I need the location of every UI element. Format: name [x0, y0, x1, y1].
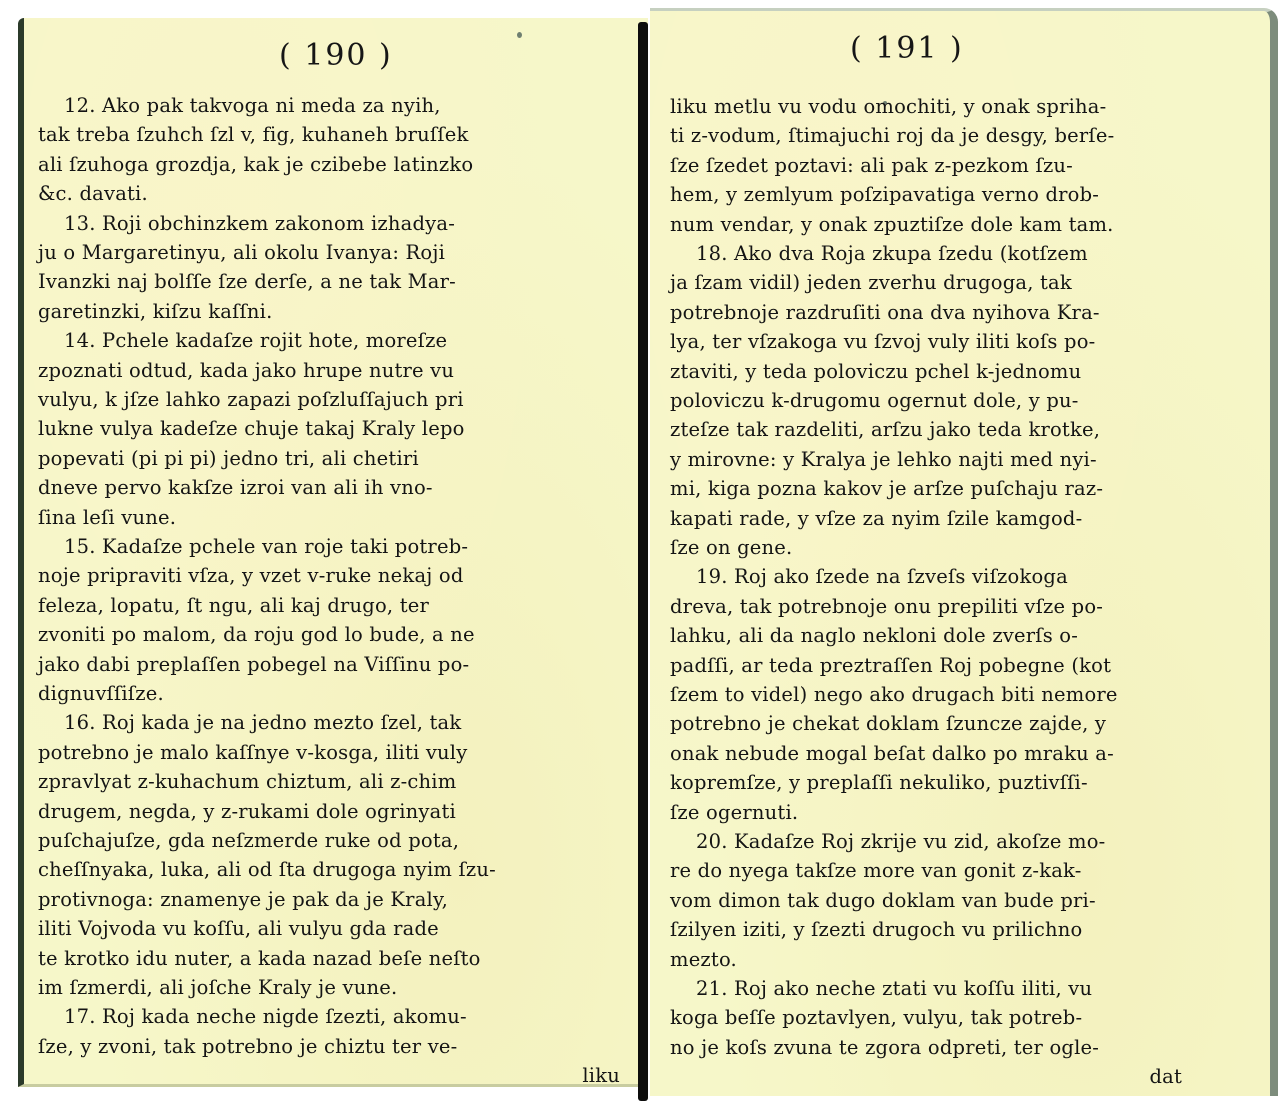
- text-line: koga beſſe poztavlyen, vulyu, tak potreb-: [670, 1006, 1083, 1030]
- text-line: jako dabi preplaſſen pobegel na Viſſinu po-: [38, 652, 470, 676]
- text-line: 13. Roji obchinzkem zakonom izhadya-: [64, 211, 455, 235]
- text-line: potrebnoje razdruſiti ona dva nyihova Kra-: [670, 300, 1100, 324]
- text-line: kopremſze, y preplaſſi nekuliko, puztivſſi-: [670, 771, 1088, 795]
- text-line: ſzilyen iziti, y ſzezti drugoch vu prilichno: [670, 918, 1083, 942]
- text-line: zteſze tak razdeliti, arſzu jako teda krotke,: [670, 418, 1101, 442]
- text-line: lahku, ali da naglo nekloni dole zverſs o-: [670, 624, 1079, 648]
- text-line: no je koſs zvuna te zgora odpreti, ter ogle-: [670, 1035, 1100, 1059]
- text-line: 18. Ako dva Roja zkupa ſzedu (kotſzem: [696, 242, 1088, 265]
- text-line: 21. Roj ako neche ztati vu koſſu iliti, vu: [696, 977, 1093, 1000]
- right-page: [650, 8, 1278, 1096]
- text-line: te krotko idu nuter, a kada nazad beſe neſto: [38, 946, 481, 970]
- text-line: drugem, negda, y z-rukami dole ogrinyati: [38, 799, 456, 823]
- text-line: zpoznati odtud, kada jako hrupe nutre vu: [38, 358, 455, 382]
- text-line: padſſi, ar teda preztraſſen Roj pobegne (kot: [670, 653, 1112, 677]
- text-line: onak nebude mogal beſat dalko po mraku a-: [670, 741, 1114, 765]
- text-line: liku metlu vu vodu omochiti, y onak spriha-: [670, 95, 1107, 118]
- page-number-left: ( 190 ): [279, 38, 393, 73]
- text-line: puſchajuſze, gda neſzmerde ruke od pota,: [38, 829, 460, 852]
- text-line: lya, ter vſzakoga vu ſzvoj vuly iliti koſs po-: [670, 330, 1096, 354]
- page-number-right: ( 191 ): [850, 31, 964, 66]
- text-line: ztaviti, y teda poloviczu pchel k-jednomu: [670, 359, 1082, 383]
- text-line: im ſzmerdi, ali joſche Kraly je vune.: [38, 976, 398, 999]
- text-line: potrebno je malo kaſſnye v-kosga, iliti vuly: [38, 740, 468, 764]
- ink-speck: [517, 32, 522, 38]
- left-page: [18, 18, 648, 1087]
- text-line: 12. Ako pak takvoga ni meda za nyih,: [64, 94, 441, 117]
- text-line: ju o Margaretinyu, ali okolu Ivanya: Roji: [38, 241, 446, 264]
- text-line: dneve pervo kakſze izroi van ali ih vno-: [38, 476, 433, 500]
- text-line: dreva, tak potrebnoje onu prepiliti vſze po-: [670, 594, 1104, 618]
- text-line: num vendar, y onak zpuztiſze dole kam tam.: [670, 212, 1114, 236]
- text-line: y mirovne: y Kralya je lehko najti med nyi-: [670, 447, 1097, 471]
- text-line: ſina leſi vune.: [38, 505, 177, 529]
- text-line: protivnoga: znamenye je pak da je Kraly,: [38, 887, 448, 911]
- text-line: zpravlyat z-kuhachum chiztum, ali z-chim: [38, 770, 457, 794]
- text-line: vom dimon tak dugo doklam van bude pri-: [670, 888, 1096, 912]
- text-line: noje pripraviti vſza, y vzet v-ruke nekaj od: [38, 564, 464, 588]
- text-line: lukne vulya kadeſze chuje takaj Kraly lepo: [38, 417, 465, 441]
- text-line: hem, y zemlyum poſzipavatiga verno drob-: [670, 183, 1100, 207]
- text-line: 19. Roj ako ſzede na ſzveſs viſzokoga: [696, 565, 1068, 589]
- text-line: 16. Roj kada je na jedno mezto ſzel, tak: [64, 711, 462, 735]
- text-line: ſze on gene.: [670, 536, 793, 559]
- text-line: ſze ſzedet poztavi: ali pak z-pezkom ſzu-: [670, 153, 1073, 177]
- book-gutter: [638, 22, 648, 1101]
- catchword-left: liku: [582, 1064, 620, 1087]
- text-line: mezto.: [670, 947, 737, 971]
- text-line: poloviczu k-drugomu ogernut dole, y pu-: [670, 389, 1079, 412]
- text-line: 15. Kadaſze pchele van roje taki potreb-: [64, 535, 469, 558]
- text-line: ſze ogernuti.: [670, 800, 799, 824]
- catchword-right: dat: [1149, 1065, 1182, 1089]
- text-line: tak treba ſzuhch ſzl v, fig, kuhaneh bruſſek: [38, 123, 469, 147]
- text-line: ja ſzam vidil) jeden zverhu drugoga, tak: [670, 271, 1072, 295]
- text-line: ſze, y zvoni, tak potrebno je chiztu ter ve-: [38, 1034, 458, 1058]
- text-line: dignuvſſiſze.: [38, 682, 164, 705]
- text-line: ali ſzuhoga grozdja, kak je czibebe latinzko: [38, 152, 474, 176]
- text-line: 20. Kadaſze Roj zkrije vu zid, akoſze mo-: [696, 830, 1106, 853]
- text-line: 17. Roj kada neche nigde ſzezti, akomu-: [64, 1005, 467, 1029]
- text-line: potrebno je chekat doklam ſzuncze zajde, y: [670, 712, 1107, 736]
- text-line: vulyu, k jſze lahko zapazi poſzluſſajuch pri: [38, 388, 464, 411]
- text-line: garetinzki, kiſzu kaſſni.: [38, 299, 273, 323]
- text-line: zvoniti po malom, da roju god lo bude, a ne: [38, 623, 475, 647]
- text-line: 14. Pchele kadaſze rojit hote, moreſze: [64, 329, 448, 353]
- text-line: ſzem to videl) nego ako drugach biti nemore: [670, 683, 1118, 706]
- text-line: mi, kiga pozna kakov je arſze puſchaju raz-: [670, 477, 1104, 501]
- text-line: Ivanzki naj bolſſe ſze derſe, a ne tak Mar-: [38, 270, 456, 294]
- text-line: cheſſnyaka, luka, ali od ſta drugoga nyim ſzu-: [38, 858, 496, 882]
- text-line: re do nyega takſze more van gonit z-kak-: [670, 859, 1082, 883]
- text-line: kapati rade, y vſze za nyim ſzile kamgod-: [670, 506, 1083, 530]
- text-line: &c. davati.: [38, 182, 148, 206]
- text-line: feleza, lopatu, ſt ngu, ali kaj drugo, ter: [38, 593, 430, 617]
- text-line: ti z-vodum, ſtimajuchi roj da je desgy, berſe-: [670, 124, 1115, 148]
- text-line: popevati (pi pi pi) jedno tri, ali chetiri: [38, 446, 419, 470]
- text-line: iliti Vojvoda vu koſſu, ali vulyu gda rade: [38, 917, 439, 941]
